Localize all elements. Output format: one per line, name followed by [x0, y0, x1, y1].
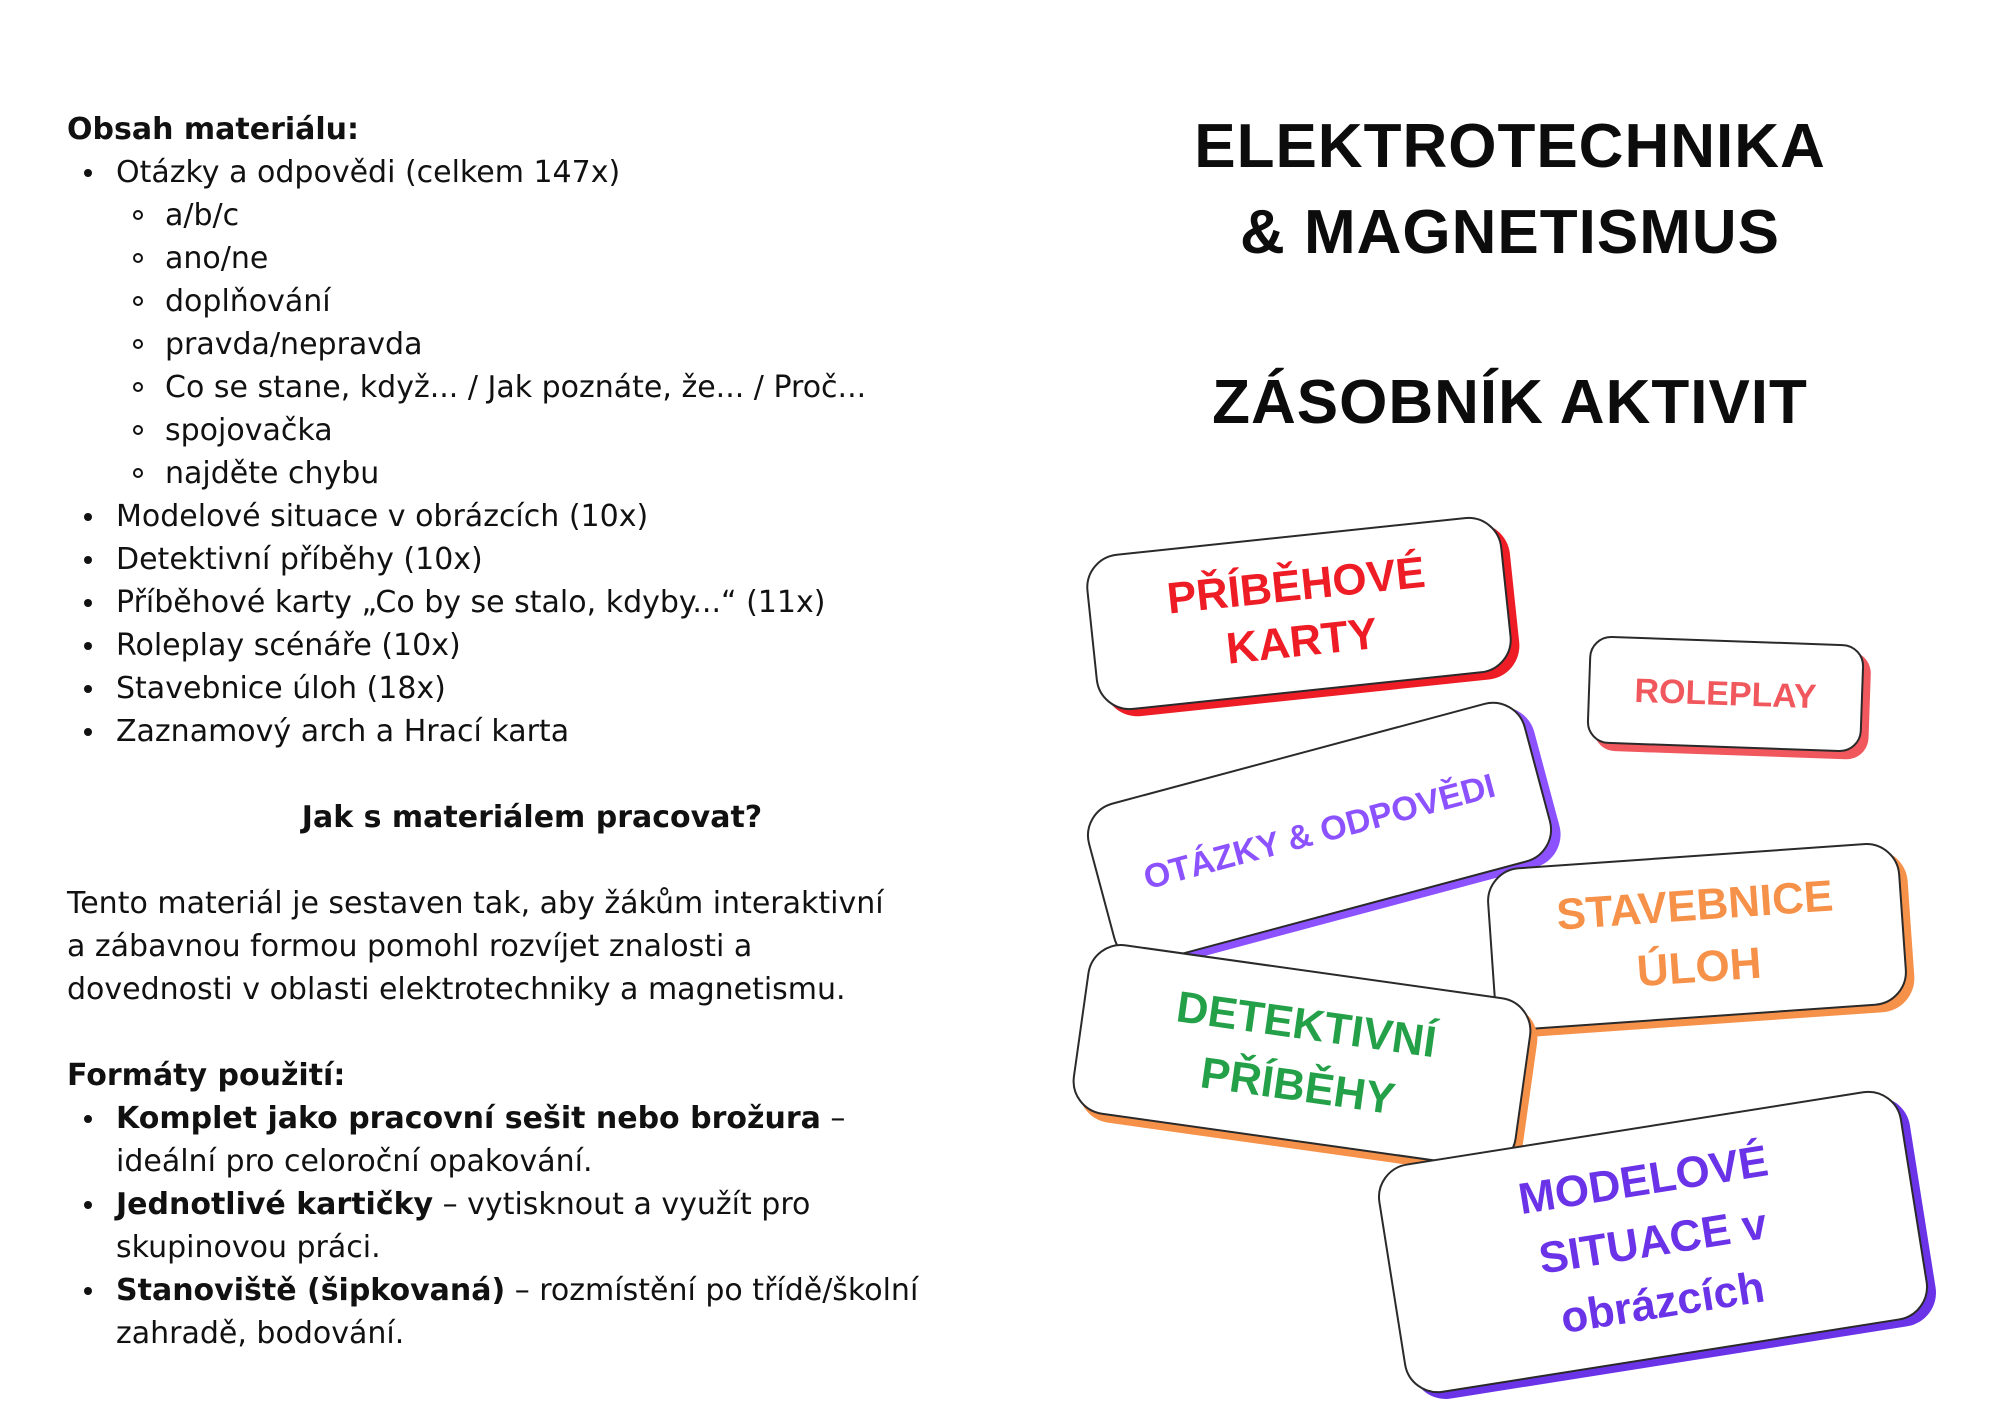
list-item: Detektivní příběhy (10x)	[67, 538, 947, 581]
card-label: PŘÍBĚHOVÉ	[1164, 547, 1428, 624]
list-item	[67, 1269, 936, 1355]
list-item: a/b/c	[116, 194, 947, 237]
list-item: spojovačka	[116, 409, 947, 452]
list-item-label: Otázky a odpovědi (celkem 147x)	[116, 155, 621, 190]
list-item: pravda/nepravda	[116, 323, 947, 366]
format-name: Stanoviště (šipkovaná)	[116, 1273, 506, 1308]
format-description: – ideální pro celoroční opakování.	[116, 1101, 846, 1179]
list-item: najděte chybu	[116, 452, 947, 495]
format-name: Komplet jako pracovní sešit nebo brožura	[116, 1101, 821, 1136]
list-item	[67, 151, 947, 495]
card-label: PŘÍBĚHY	[1197, 1048, 1398, 1125]
card-stavebnice-uloh	[1485, 841, 1909, 1032]
card-otazky-odpovedi	[1079, 694, 1559, 971]
format-description: – vytisknout a využít pro skupinovou práci.	[116, 1187, 811, 1265]
page-title	[1140, 104, 1880, 276]
list-item: Roleplay scénáře (10x)	[67, 624, 947, 667]
card-detektivni-pribehy	[1068, 940, 1536, 1173]
card-label: ROLEPLAY	[1633, 671, 1818, 716]
list-item: Zaznamový arch a Hrací karta	[67, 710, 947, 753]
card-pribehove-karty	[1083, 514, 1515, 714]
contents-column	[67, 108, 947, 1355]
card-label: obrázcích	[1557, 1262, 1768, 1344]
card-label: DETEKTIVNÍ	[1173, 982, 1440, 1068]
card-label: STAVEBNICE	[1554, 870, 1835, 940]
formats-list	[67, 1097, 947, 1355]
formats-heading: Formáty použití:	[67, 1058, 346, 1093]
contents-heading: Obsah materiálu:	[67, 112, 360, 147]
contents-list	[67, 151, 947, 753]
list-item	[67, 1183, 936, 1269]
card-label: MODELOVÉ	[1515, 1136, 1772, 1225]
how-to-heading: Jak s materiálem pracovat?	[301, 800, 763, 835]
list-item: Co se stane, když... / Jak poznáte, že... / Proč...	[116, 366, 947, 409]
card-label: SITUACE v	[1535, 1199, 1771, 1284]
list-item: ano/ne	[116, 237, 947, 280]
card-roleplay	[1586, 635, 1865, 753]
list-item: Příběhové karty „Co by se stalo, kdyby...“ (11x)	[67, 581, 947, 624]
title-line: ELEKTROTECHNIKA	[1194, 112, 1826, 181]
list-item: Stavebnice úloh (18x)	[67, 667, 947, 710]
list-item: Modelové situace v obrázcích (10x)	[67, 495, 947, 538]
question-types-list	[116, 194, 947, 495]
title-line: & MAGNETISMUS	[1240, 198, 1780, 267]
format-name: Jednotlivé kartičky	[116, 1187, 434, 1222]
card-label: OTÁZKY & ODPOVĚDI	[1139, 766, 1500, 898]
format-description: – rozmístění po třídě/školní zahradě, bodování.	[116, 1273, 919, 1351]
list-item	[67, 1097, 936, 1183]
card-label: ÚLOH	[1635, 938, 1764, 996]
intro-paragraph: Tento materiál je sestaven tak, aby žákům interaktivní a zábavnou formou pomohl rozvíjet znalosti a dovednosti v oblasti elektrotechniky a magnetismu.	[67, 886, 884, 1007]
list-item: doplňování	[116, 280, 947, 323]
page-subtitle: ZÁSOBNÍK AKTIVIT	[1212, 368, 1808, 437]
card-label: KARTY	[1223, 608, 1380, 674]
